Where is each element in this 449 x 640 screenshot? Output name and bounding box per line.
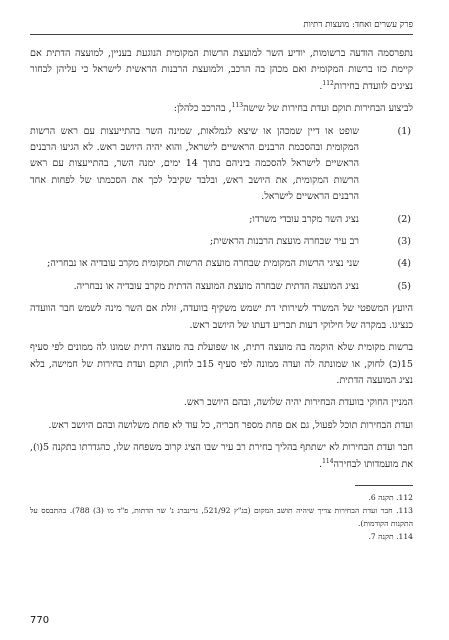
list-item-text: נציג המועצה הדתית שבחרה מועצת המועצה הדתית מקרב עובדיה או נבחריה. [73,280,359,292]
list-item-text: רב עיר שבחרה מועצת הרבנות הראשית; [210,236,359,248]
list-item-text: שני נציגי הרשות המקומית שבחרה מועצת הרשות המקומית מקרב עובדיה או נבחריה; [47,258,359,270]
list-item [30,256,413,272]
list-item-number: (1) [397,125,411,137]
list-item [30,279,413,295]
header-title: פרק עשרים ואחד: מועצות דתיות [303,20,413,30]
list-item-number: (3) [397,236,411,248]
footnote-ref-112[interactable]: 112 [322,79,334,87]
list-item-number: (5) [397,280,411,292]
paragraph-1: נתפרסמה הודעה ברשומות, יודיע השר למועצת הרשות המקומית הנוגעת בעניין, למועצה הדתית אם קיימת כזו ברשות המקומית ואם מכהן בה הרכב, ולמועצת הרבנות הראשית לישראל כי עליהן לבחור נציגים לוועדת בחירות$^{112}$. [30,48,413,92]
paragraph-no-council: ברשות מקומית שלא הוקמה בה מועצה דתית, או שפועלת בה מועצה דתית שמונו לה ממונים לפי סעיף 15(ב) לחוק, או שמונתה לה ועדה ממונה לפי סעיף 15ב לחוק, תוקם ועדת בחירות של חמישה, בלא נציג המועצה הדתית. [30,342,414,386]
footnote-ref-114[interactable]: 114 [322,457,334,465]
list-item-text: נציג השר מקרב עובדי משרדו; [249,213,359,225]
paragraph-conflict: חבר ועדת הבחירות לא ישתתף בהליך בחירת רב עיר שבו הציג קרוב משפחה שלו, כהגדרתו בתקנה 5(ו), את מועמדותו לבחירה$^{114}$. [30,442,413,470]
list-item [30,234,413,250]
main-text [30,46,413,545]
page-number: 770 [30,615,50,626]
list-item-number: (2) [397,213,411,225]
paragraph-legal-advisor: היועץ המשפטי של המשרד לשירותי דת ישמש משקיף בוועדה, זולת אם השר מינה לשמש חבר הוועדה כנציגו. במקרה של חילוקי דעות תכריע דעתו של היושב ראש. [30,303,413,331]
footnote-ref-113[interactable]: 113 [231,102,244,110]
list-item-number: (4) [397,258,411,270]
footnote-114: 114. תקנה 7. [368,532,413,542]
paragraph-quorum: המניין החוקי בוועדת הבחירות יהיה שלושה, ובהם היושב ראש. [183,397,413,409]
list-item [30,124,413,206]
running-header [30,12,413,35]
footnote-separator [355,485,413,486]
footnotes [30,492,413,544]
footnote-112: 112. תקנה 6. [368,492,413,502]
footnote-113: 113. חבר ועדת הבחירות צריך שיהיה תושב המקום (בג"ץ 521/92, גרינברג נ' שר הדתות, פ"ד מו (3) 788). בהתבסס על התקנות הקודמות). [30,506,413,528]
list-item-text: שופט או דיין שמכהן או שיצא לגמלאות, שמינה השר בהתייעצות עם ראש הרשות המקומית ובהסכמת הרבנים הראשיים לישראל, והוא יהיה היושב ראש. לא הגיעו הרבנים הראשיים לישראל להסכמה ביניהם בתוך 14 ימים, ימנה השר, בהתייעצות עם ראש הרשות המקומית, את היושב ראש, ובלבד שקיבל לכך את הסכמתו של לפחות אחד הרבנים הראשיים לישראל. [30,125,360,203]
list-item [30,212,413,228]
paragraph-operation: ועדת הבחירות תוכל לפעול, גם אם פחת מספר חבריה, כל עוד לא פחת משלושה ובהם היושב ראש. [48,419,413,431]
paragraph-2: לביצוע הבחירות תוקם ועדת בחירות של שישה$^{113}$, בהרכב כלהלן: [173,102,413,115]
committee-members-list [30,124,413,296]
